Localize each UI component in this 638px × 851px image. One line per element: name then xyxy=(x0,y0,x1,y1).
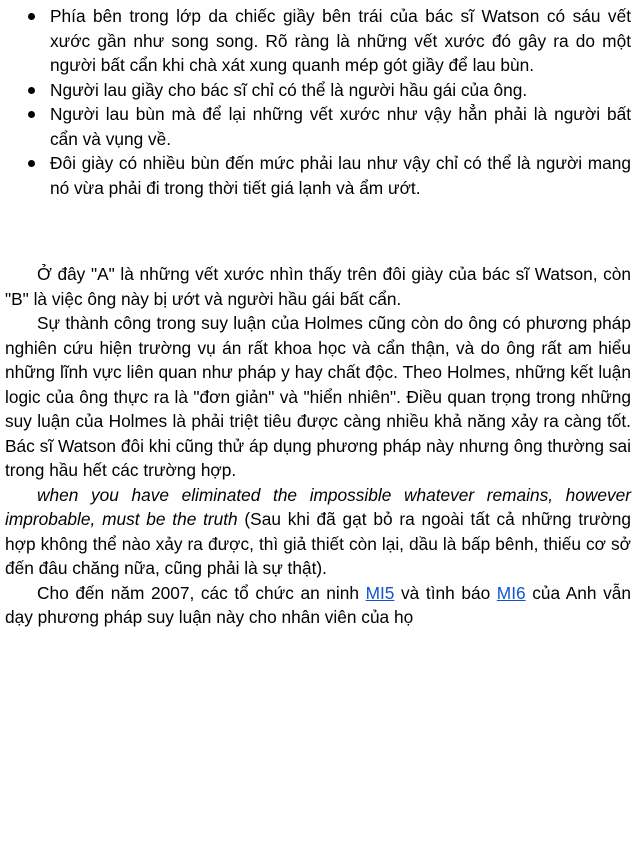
mi-text-start: Cho đến năm 2007, các tổ chức an ninh xyxy=(37,582,366,603)
bullet-item xyxy=(26,151,631,200)
bullet-text: Đôi giày có nhiều bùn đến mức phải lau như vậy chỉ có thể là người mang nó vừa phải đi trong thời tiết giá lạnh và ẩm ướt. xyxy=(50,153,631,198)
holmes-quote-translation: (Sau khi đã gạt bỏ ra ngoài tất cả những trường hợp không thể nào xảy ra được, thì giả thiết còn lại, dầu là bấp bênh, thiếu cơ sở đến đâu chăng nữa, cũng phải là sự thật). xyxy=(5,509,631,578)
mi6-link[interactable]: MI6 xyxy=(496,582,526,603)
paragraph-holmes-quote xyxy=(5,483,631,581)
bullet-list xyxy=(26,4,631,200)
bullet-dot-icon xyxy=(28,160,35,167)
bullet-dot-icon xyxy=(28,111,35,118)
body-text xyxy=(5,262,631,630)
mi-text-end: của Anh vẫn dạy phương pháp suy luận này cho nhân viên của họ xyxy=(5,582,631,627)
bullet-dot-icon xyxy=(28,13,35,20)
holmes-quote-english: when you have eliminated the impossible whatever remains, however improbable, must be the truth xyxy=(5,484,631,529)
bullet-item xyxy=(26,4,631,78)
bullet-item xyxy=(26,102,631,151)
mi-text-mid: và tình báo xyxy=(394,582,497,603)
bullet-text: Người lau giầy cho bác sĩ chỉ có thể là người hầu gái của ông. xyxy=(50,79,528,100)
bullet-text: Phía bên trong lớp da chiếc giầy bên trái của bác sĩ Watson có sáu vết xước gần như song song. Rõ ràng là những vết xước đó gây ra do một người bất cẩn khi chà xát xung quanh mép gót giầy để lau bùn. xyxy=(50,6,631,75)
paragraph-ab-explanation: Ở đây "A" là những vết xước nhìn thấy trên đôi giày của bác sĩ Watson, còn "B" là việc ông này bị ướt và người hầu gái bất cẩn. xyxy=(5,264,631,309)
paragraph-mi5-mi6 xyxy=(5,581,631,630)
bullet-dot-icon xyxy=(28,87,35,94)
mi5-link[interactable]: MI5 xyxy=(365,582,395,603)
bullet-item xyxy=(26,78,631,103)
paragraph-holmes-method: Sự thành công trong suy luận của Holmes cũng còn do ông có phương pháp nghiên cứu hiện trường vụ án rất khoa học và cẩn thận, và do ông rất am hiểu những lĩnh vực liên quan như pháp y hay chất độc. Theo Holmes, những kết luận logic của ông thực ra là "đơn giản" và "hiển nhiên". Điều quan trọng trong những suy luận của Holmes là phải triệt tiêu được càng nhiều khả năng xảy ra càng tốt. Bác sĩ Watson đôi khi cũng thử áp dụng phương pháp này nhưng ông thường sai trong hầu hết các trường hợp. xyxy=(5,313,631,480)
bullet-text: Người lau bùn mà để lại những vết xước như vậy hẳn phải là người bất cẩn và vụng về. xyxy=(50,104,631,149)
